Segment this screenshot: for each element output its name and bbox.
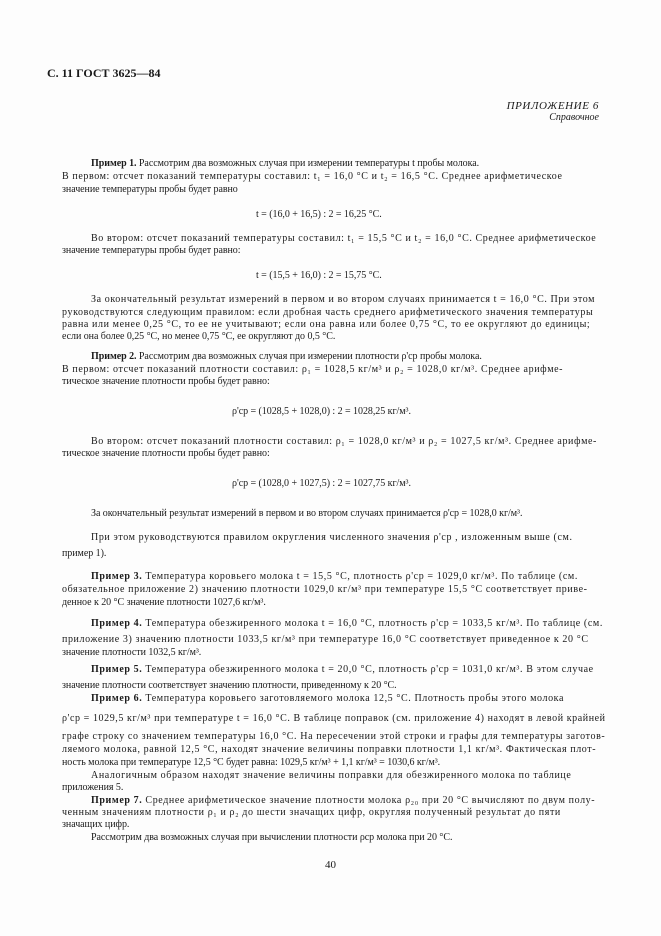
text-line: ность молока при температуре 12,5 °С будет равна: 1029,5 кг/м³ + 1,1 кг/м³ = 1030,6 кг/м³. — [62, 757, 441, 768]
text-line: значащих цифр. — [62, 819, 130, 830]
text-line — [91, 351, 482, 363]
appendix-title: ПРИЛОЖЕНИЕ 6 — [506, 100, 599, 112]
text-line: руководствуются следующим правилом: если дробная часть среднего арифметического значения температуры — [62, 307, 594, 318]
example-text: Среднее арифметическое значение плотности молока ρ₂₀ при 20 °С вычисляют по двум полу- — [142, 795, 596, 806]
example-label: Пример 3. — [91, 571, 143, 582]
text-line — [91, 795, 595, 807]
text-line: В первом: отсчет показаний плотности составил: ρ₁ = 1028,5 кг/м³ и ρ₂ = 1028,0 кг/м³. Среднее арифме- — [62, 364, 564, 375]
text-line: Во втором: отсчет показаний плотности составил: ρ₁ = 1028,0 кг/м³ и ρ₂ = 1027,5 кг/м³. Среднее арифме- — [91, 436, 597, 447]
text-line: t = (15,5 + 16,0) : 2 = 15,75 °С. — [256, 270, 382, 281]
text-line: графе строку со значением температуры 16,0 °С. На пересечении этой строки и графы для температуры заготов- — [62, 731, 606, 742]
text-line: Аналогичным образом находят значение величины поправки для обезжиренного молока по таблице — [91, 770, 572, 781]
example-label: Пример 5. — [91, 664, 143, 675]
text-line: значение температуры пробы будет равно — [62, 184, 238, 195]
example-label: Пример 1. — [91, 158, 137, 169]
text-line: приложение 3) значению плотности 1033,5 кг/м³ при температуре 16,0 °С соответствует приведенное к 20 °С — [62, 634, 589, 645]
text-line: если она более 0,25 °С, но менее 0,75 °С, ее округляют до 0,5 °С. — [62, 331, 336, 342]
text-line: пример 1). — [62, 548, 107, 559]
text-line — [91, 158, 479, 170]
text-line: За окончательный результат измерений в первом и во втором случаях принимается ρ'ср = 1028,0 кг/м³. — [91, 508, 523, 519]
example-text: Рассмотрим два возможных случая при измерении температуры t пробы молока. — [136, 158, 480, 169]
example-label: Пример 7. — [91, 795, 143, 806]
text-line: приложения 5. — [62, 782, 124, 793]
example-text: Температура обезжиренного молока t = 20,0 °С, плотность ρ'ср = 1031,0 кг/м³. В этом случае — [142, 664, 594, 675]
example-text: Рассмотрим два возможных случая при измерении плотности ρ'ср пробы молока. — [136, 351, 482, 362]
text-line: За окончательный результат измерений в первом и во втором случаях принимается t = 16,0 °С. При этом — [91, 294, 596, 305]
example-label: Пример 2. — [91, 351, 137, 362]
text-line: ченным значениям плотности ρ₁ и ρ₂ до шести значащих цифр, округляя полученный результат до пяти — [62, 807, 561, 818]
text-line: тическое значение плотности пробы будет равно: — [62, 448, 270, 459]
text-line: ляемого молока, равной 12,5 °С, находят значение величины поправки плотности 1,1 кг/м³. Фактическая плот- — [62, 744, 597, 755]
text-line: При этом руководствуются правилом округления численного значения ρ'ср , изложенным выше (см. — [91, 532, 573, 543]
example-label: Пример 6. — [91, 693, 143, 704]
text-line: ρ'ср = 1029,5 кг/м³ при температуре t = 16,0 °С. В таблице поправок (см. приложение 4) находят в левой крайней — [62, 713, 606, 724]
appendix-subtitle: Справочное — [549, 112, 599, 123]
text-line: обязательное приложение 2) значению плотности 1029,0 кг/м³ при температуре 15,5 °С соответствует приве- — [62, 584, 588, 595]
text-line: t = (16,0 + 16,5) : 2 = 16,25 °С. — [256, 209, 382, 220]
text-line — [91, 693, 564, 705]
text-line: равна или менее 0,25 °С, то ее не учитывают; если она равна или более 0,75 °С, то ее округляют до единицы; — [62, 319, 591, 330]
appendix-label — [507, 100, 599, 123]
text-line: В первом: отсчет показаний температуры составил: t₁ = 16,0 °С и t₂ = 16,5 °С. Среднее арифметическое — [62, 171, 563, 182]
page-number: 40 — [325, 859, 336, 871]
text-line — [91, 664, 594, 676]
text-line: ρ'ср = (1028,0 + 1027,5) : 2 = 1027,75 кг/м³. — [232, 478, 411, 489]
text-line: значение плотности соответствует значению плотности, приведенному к 20 °С. — [62, 680, 397, 691]
text-line: денное к 20 °С значение плотности 1027,6 кг/м³. — [62, 597, 266, 608]
example-label: Пример 4. — [91, 618, 143, 629]
text-line: ρ'ср = (1028,5 + 1028,0) : 2 = 1028,25 кг/м³. — [232, 406, 411, 417]
text-line — [91, 571, 578, 583]
example-text: Температура обезжиренного молока t = 16,0 °С, плотность ρ'ср = 1033,5 кг/м³. По таблице (см. — [142, 618, 603, 629]
text-line: Рассмотрим два возможных случая при вычислении плотности ρср молока при 20 °С. — [91, 832, 453, 843]
text-line — [91, 618, 603, 630]
text-line: значение температуры пробы будет равно: — [62, 245, 241, 256]
text-line: Во втором: отсчет показаний температуры составил: t₁ = 15,5 °С и t₂ = 16,0 °С. Среднее арифметическое — [91, 233, 597, 244]
example-text: Температура коровьего молока t = 15,5 °С, плотность ρ'ср = 1029,0 кг/м³. По таблице (см. — [142, 571, 578, 582]
example-text: Температура коровьего заготовляемого молока 12,5 °С. Плотность пробы этого молока — [142, 693, 565, 704]
page-header: С. 11 ГОСТ 3625—84 — [47, 66, 161, 80]
text-line: значение плотности 1032,5 кг/м³. — [62, 647, 202, 658]
text-line: тическое значение плотности пробы будет равно: — [62, 376, 270, 387]
